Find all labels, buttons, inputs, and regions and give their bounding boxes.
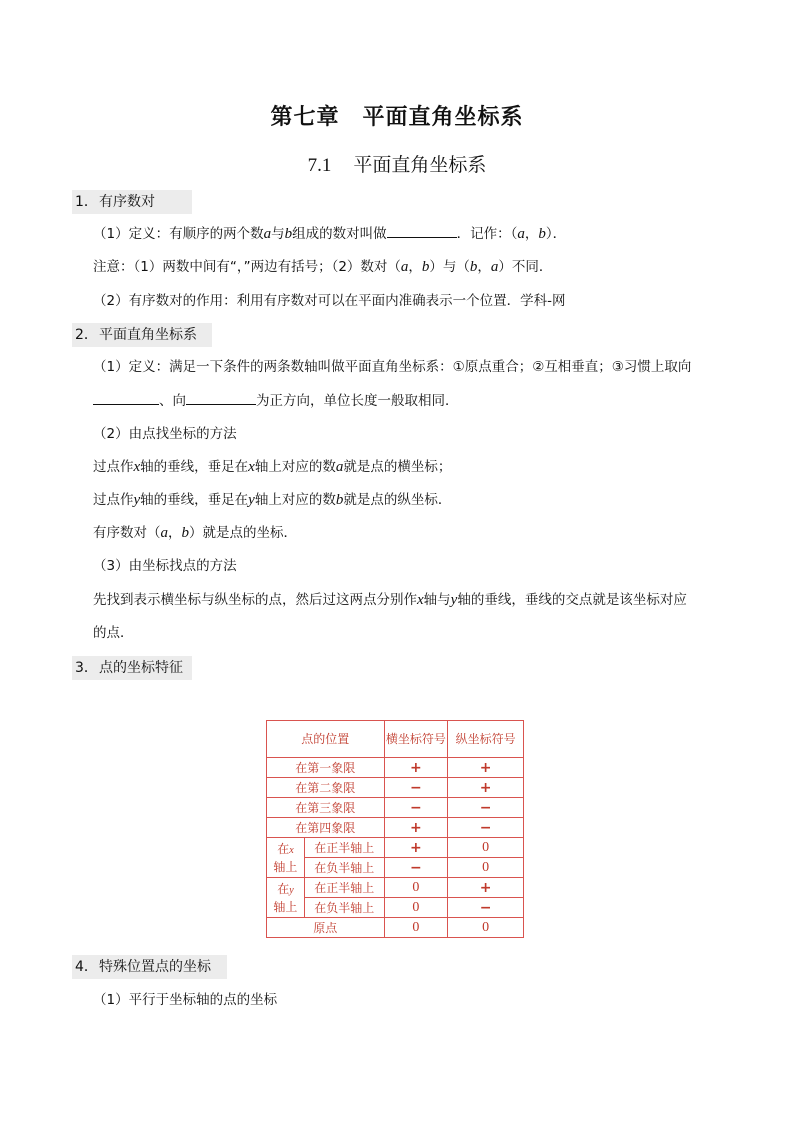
heading-point-features [72, 656, 192, 680]
x-sign: + [384, 818, 448, 838]
section-title [0, 150, 794, 177]
row-label: 在正半轴上 [304, 878, 384, 898]
y-sign: + [448, 878, 524, 898]
x-sign: 0 [384, 898, 448, 918]
fill-blank[interactable] [186, 390, 256, 405]
heading-label: 有序数对 [99, 194, 155, 210]
fill-blank[interactable] [387, 223, 457, 238]
section-name: 平面直角坐标系 [353, 154, 487, 176]
s2-pair-is-coordinate: 有序数对（a，b）就是点的坐标． [93, 525, 297, 541]
table-row [267, 858, 524, 878]
section-number: 7.1 [307, 155, 332, 176]
s2-x-coordinate-rule: 过点作x轴的垂线，垂足在x轴上对应的数a就是点的横坐标； [93, 459, 452, 475]
heading-special-points [72, 955, 227, 979]
header-x-sign: 横坐标符号 [384, 721, 448, 758]
heading-number: 1． [75, 194, 98, 210]
s1-definition: （1）定义：有顺序的两个数a与b组成的数对叫做 ．记作：（a，b）． [93, 223, 566, 244]
table-row [267, 798, 524, 818]
y-sign: 0 [448, 838, 524, 858]
row-label: 在第三象限 [267, 798, 385, 818]
s2-definition-1: （1）定义：满足一下条件的两条数轴叫做平面直角坐标系：①原点重合；②互相垂直；③习惯上取向 [93, 359, 692, 375]
y-sign: − [448, 898, 524, 918]
header-position: 点的位置 [267, 721, 385, 758]
heading-cartesian [72, 323, 212, 347]
s2-method-find-coord: （2）由点找坐标的方法 [93, 426, 237, 442]
y-sign: 0 [448, 858, 524, 878]
x-sign: − [384, 798, 448, 818]
x-sign: + [384, 838, 448, 858]
coordinate-sign-table [266, 720, 524, 938]
table-row [267, 778, 524, 798]
s1-usage: （2）有序数对的作用：利用有序数对可以在平面内准确表示一个位置．学科-网 [93, 293, 566, 309]
x-sign: 0 [384, 918, 448, 938]
chapter-title: 第七章 平面直角坐标系 [270, 105, 524, 130]
x-axis-group-label: 在x 轴上 [267, 838, 305, 878]
table-row [267, 878, 524, 898]
s2-y-coordinate-rule: 过点作y轴的垂线，垂足在y轴上对应的数b就是点的纵坐标． [93, 492, 452, 508]
table-header-row [267, 721, 524, 758]
row-label: 在负半轴上 [304, 858, 384, 878]
s2-method-find-point: （3）由坐标找点的方法 [93, 558, 237, 574]
heading-number: 3． [75, 660, 98, 676]
heading-number: 2． [75, 327, 98, 343]
y-sign: + [448, 758, 524, 778]
y-axis-group-label: 在y 轴上 [267, 878, 305, 918]
x-sign: − [384, 778, 448, 798]
row-label: 在第一象限 [267, 758, 385, 778]
x-sign: − [384, 858, 448, 878]
s4-parallel-axis: （1）平行于坐标轴的点的坐标 [93, 992, 278, 1008]
fill-blank[interactable] [93, 390, 159, 405]
row-label: 在第四象限 [267, 818, 385, 838]
row-label: 在第二象限 [267, 778, 385, 798]
y-sign: − [448, 798, 524, 818]
table-row [267, 898, 524, 918]
y-sign: − [448, 818, 524, 838]
heading-label: 特殊位置点的坐标 [99, 959, 211, 975]
table-row [267, 918, 524, 938]
s2-find-point-line2: 的点． [93, 625, 134, 641]
row-label: 在正半轴上 [304, 838, 384, 858]
heading-label: 点的坐标特征 [99, 660, 183, 676]
row-label: 原点 [267, 918, 385, 938]
header-y-sign: 纵坐标符号 [448, 721, 524, 758]
table-row [267, 838, 524, 858]
heading-number: 4． [75, 959, 98, 975]
y-sign: 0 [448, 918, 524, 938]
y-sign: + [448, 778, 524, 798]
row-label: 在负半轴上 [304, 898, 384, 918]
s1-note: 注意：（1）两数中间有“，”两边有括号；（2）数对（a，b）与（b，a）不同． [93, 259, 553, 275]
table-row [267, 818, 524, 838]
heading-label: 平面直角坐标系 [99, 327, 197, 343]
x-sign: 0 [384, 878, 448, 898]
x-sign: + [384, 758, 448, 778]
heading-ordered-pair [72, 190, 192, 214]
table-row [267, 758, 524, 778]
s2-find-point-line1: 先找到表示横坐标与纵坐标的点，然后过这两点分别作x轴与y轴的垂线，垂线的交点就是该坐标对应 [93, 592, 687, 608]
s2-definition-2: 、向 为正方向，单位长度一般取相同． [93, 390, 459, 411]
